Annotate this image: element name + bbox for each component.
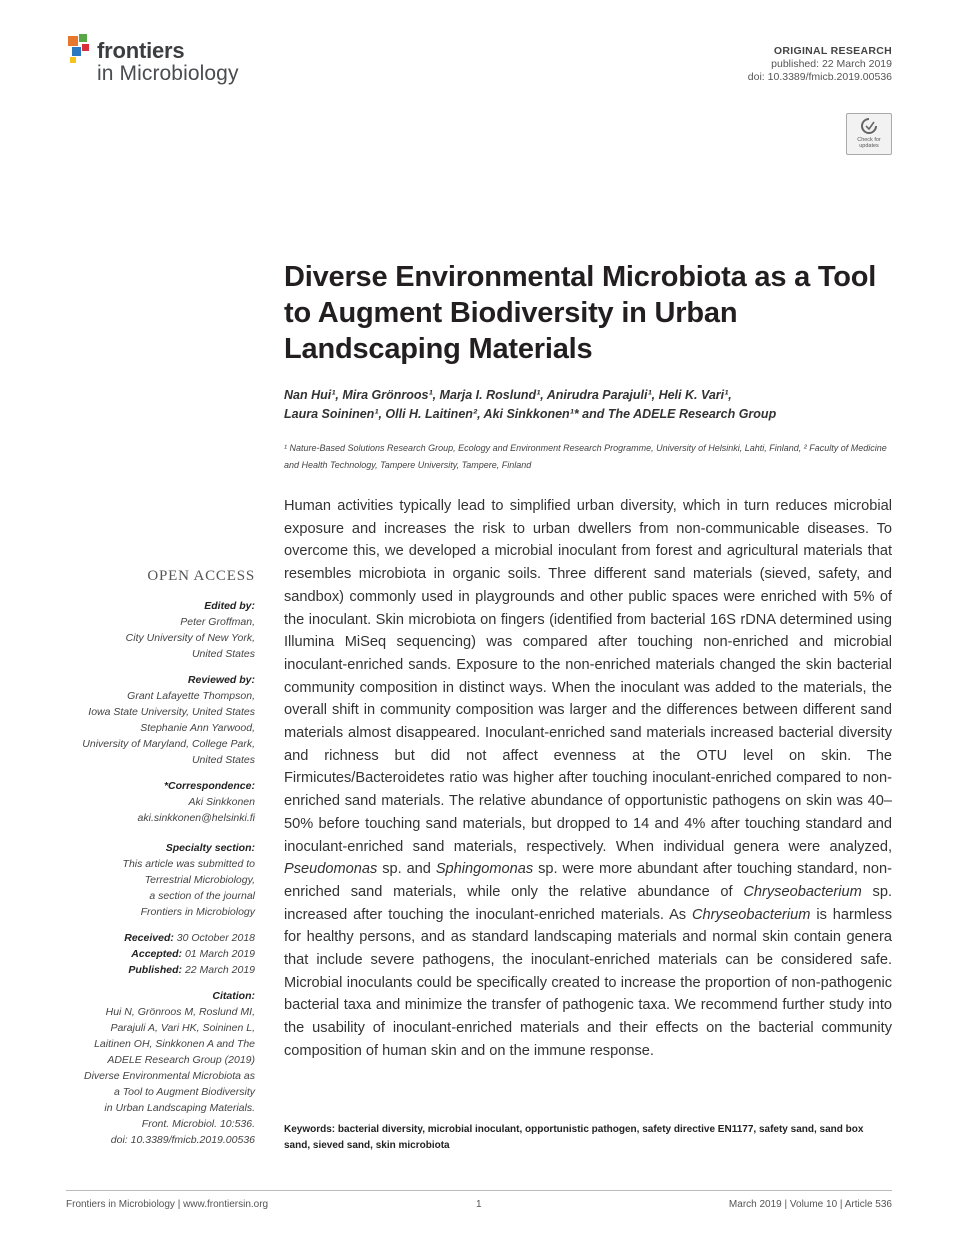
reviewer-line: University of Maryland, College Park, [82, 738, 255, 750]
genus-name: Chryseobacterium [743, 883, 862, 900]
author-list [284, 386, 904, 424]
citation-line: Parajuli A, Vari HK, Soininen L, [110, 1022, 255, 1034]
dates-section [60, 930, 255, 978]
reviewer-line: Iowa State University, United States [88, 706, 255, 718]
editor-line: Peter Groffman, [180, 616, 255, 628]
correspondence-heading: *Correspondence: [163, 780, 255, 792]
article-title: Diverse Environmental Microbiota as a Tool to Augment Biodiversity in Urban Landscaping Materials [284, 261, 877, 365]
correspondence-email[interactable]: aki.sinkkonen@helsinki.fi [137, 812, 255, 824]
genus-name: Pseudomonas [284, 861, 378, 878]
check-updates-icon [861, 118, 877, 136]
authors-line-2: Laura Soininen¹, Olli H. Laitinen², Aki Sinkkonen¹* and The ADELE Research Group [284, 407, 777, 421]
genus-name: Sphingomonas [435, 861, 534, 878]
citation-line: ADELE Research Group (2019) [107, 1054, 255, 1066]
received-label: Received: [124, 932, 174, 944]
article-header-info [748, 45, 892, 84]
citation-line: in Urban Landscaping Materials. [104, 1102, 255, 1114]
footer-journal[interactable]: Frontiers in Microbiology | www.frontiersin.org [66, 1199, 269, 1210]
genus-name: Chryseobacterium [692, 906, 811, 923]
correspondence-section [60, 778, 255, 826]
reviewer-line: United States [191, 754, 255, 766]
abstract-text: sp. increased after touching the inoculant-enriched materials. As [284, 883, 892, 923]
reviewed-by-section [60, 672, 255, 768]
received-date [60, 930, 255, 946]
keywords: Keywords: bacterial diversity, microbial inoculant, opportunistic pathogen, safety directive EN1177, safety sand, sand box sand, sieved sand, skin microbiota [284, 1124, 864, 1151]
journal-name-line2: in Microbiology [97, 62, 239, 85]
published-value: 22 March 2019 [182, 964, 255, 976]
article-type: ORIGINAL RESEARCH [773, 45, 892, 57]
footer-issue: March 2019 | Volume 10 | Article 536 [728, 1199, 892, 1210]
check-for-updates-button[interactable] [846, 113, 892, 155]
page-number: 1 [476, 1199, 482, 1210]
published-label: Published: [128, 964, 183, 976]
specialty-heading: Specialty section: [165, 842, 255, 854]
authors-line-1: Nan Hui¹, Mira Grönroos¹, Marja I. Roslund¹, Anirudra Parajuli¹, Heli K. Vari¹, [284, 388, 732, 402]
specialty-line: This article was submitted to [122, 858, 255, 870]
citation-section [60, 988, 255, 1148]
citation-doi[interactable]: doi: 10.3389/fmicb.2019.00536 [110, 1134, 255, 1146]
editor-line: United States [191, 648, 255, 660]
specialty-section [60, 840, 255, 920]
received-value: 30 October 2018 [173, 932, 255, 944]
published-date-sidebar [60, 962, 255, 978]
citation-line: Diverse Environmental Microbiota as [84, 1070, 255, 1082]
specialty-line: a section of the journal [149, 890, 255, 902]
accepted-date [60, 946, 255, 962]
abstract-text: sp. were more abundant after touching standard, non-enriched sand materials, while only the relative abundance of [284, 861, 892, 900]
citation-line: Laitinen OH, Sinkkonen A and The [94, 1038, 255, 1050]
check-updates-label: Check for updates [857, 137, 881, 149]
journal-logo [66, 32, 266, 92]
citation-line: Front. Microbiol. 10:536. [141, 1118, 255, 1130]
specialty-line: Frontiers in Microbiology [140, 906, 255, 918]
citation-line: Hui N, Grönroos M, Roslund MI, [105, 1006, 255, 1018]
reviewer-line: Grant Lafayette Thompson, [127, 690, 255, 702]
edited-by-heading: Edited by: [204, 600, 255, 612]
frontiers-logo-icon [66, 32, 96, 66]
citation-line: a Tool to Augment Biodiversity [113, 1086, 255, 1098]
accepted-label: Accepted: [131, 948, 183, 960]
abstract [284, 495, 892, 1063]
citation-heading: Citation: [212, 990, 255, 1002]
abstract-text: sp. and [377, 861, 436, 878]
article-sidebar [60, 568, 255, 1158]
article-doi[interactable]: doi: 10.3389/fmicb.2019.00536 [747, 71, 892, 83]
accepted-value: 01 March 2019 [182, 948, 255, 960]
affiliations: ¹ Nature-Based Solutions Research Group, Ecology and Environment Research Programme, University of Helsinki, Lahti, Finland, ² Faculty of Medicine and Health Technology, Tampere University, Tampere, Finland [284, 443, 887, 470]
journal-name-line1: frontiers [97, 38, 185, 63]
published-date: published: 22 March 2019 [771, 58, 892, 70]
editor-line: City University of New York, [125, 632, 255, 644]
correspondence-name: Aki Sinkkonen [188, 796, 255, 808]
reviewer-line: Stephanie Ann Yarwood, [140, 722, 255, 734]
reviewed-by-heading: Reviewed by: [187, 674, 255, 686]
abstract-text: is harmless for healthy persons, and as standard landscaping materials and normal skin contain genera that include severe pathogens, the inoculant-enriched materials can be considered safe. Microbial inoculants could be specifically created to increase the proportion of non-pathogenic bacterial taxa and minimize the transfer of pathogenic taxa. We recommend further study into the usability of inoculant-enriched materials and their effects on the bacterial community composition of human skin and on the immune response. [284, 906, 892, 1059]
footer-divider [66, 1190, 892, 1191]
abstract-text: Human activities typically lead to simplified urban diversity, which in turn reduces microbial exposure and increases the risk to urban dwellers from non-communicable diseases. To overcome this, we developed a microbial inoculant from forest and agricultural materials that resembles microbiota in organic soils. Three different sand materials (sieved, safety, and sandbox) commonly used in playgrounds and other public spaces were enriched with 5% of the inoculant. Skin microbiota on fingers (identified from bacterial 16S rDNA determined using Illumina MiSeq sequencing) was compared after touching non-enriched and microbial inoculant-enriched sands. Exposure to the non-enriched materials changed the skin bacterial community composition in distinct ways. When the inoculant was added to the materials, the overall shift in community composition was larger and the differences between different sand materials almost disappeared. Inoculant-enriched sand materials increased bacterial diversity and richness but did not affect evenness at the OTU level on skin. The Firmicutes/Bacteroidetes ratio was higher after touching inoculant-enriched compared to non-enriched sand materials. The relative abundance of opportunistic pathogens on skin was 40–50% before touching sand materials, but dropped to 14 and 4% after touching standard and inoculant-enriched sand materials, respectively. When individual genera were analyzed, [284, 498, 892, 855]
specialty-line: Terrestrial Microbiology, [144, 874, 255, 886]
open-access-label: OPEN ACCESS [147, 568, 255, 584]
edited-by-section [60, 598, 255, 662]
